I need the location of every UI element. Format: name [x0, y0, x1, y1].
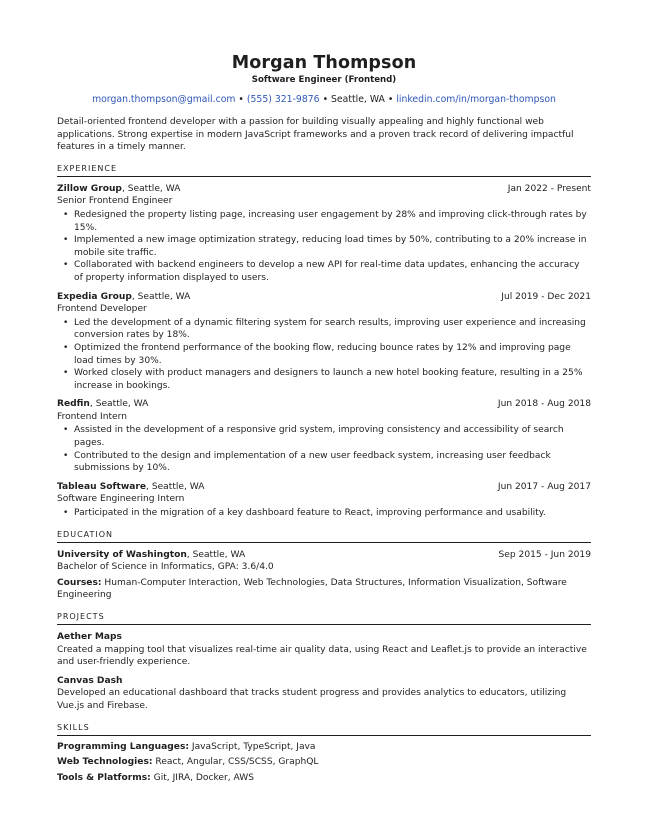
bullet-list: [57, 507, 591, 520]
bullet-item: • Redesigned the property listing page, increasing user engagement by 28% and improving click-through rates by 15%.: [57, 209, 591, 234]
entry-header: [57, 183, 591, 196]
education-entry: [57, 549, 591, 602]
bullet-item: • Worked closely with product managers and designers to launch a new hotel booking feature, resulting in a 25% increase in bookings.: [57, 367, 591, 392]
location-text: Seattle, WA: [331, 94, 385, 105]
company-location: , Seattle, WA: [131, 291, 191, 302]
skill-row: [57, 741, 591, 754]
bullet-item: • Led the development of a dynamic filtering system for search results, improving user experience and increasing conversion rates by 18%.: [57, 317, 591, 342]
company-name: Tableau Software: [57, 481, 147, 492]
experience-entry: [57, 398, 591, 475]
experience-entry: [57, 183, 591, 285]
entry-dates: Jun 2018 - Aug 2018: [497, 399, 591, 410]
entry-dates: Jun 2017 - Aug 2017: [497, 481, 591, 492]
skill-row: [57, 772, 591, 785]
company-location: , Seattle, WA: [146, 481, 205, 492]
entry-header: [57, 549, 591, 562]
project-name: Canvas Dash: [57, 675, 123, 686]
entry-org-line: [57, 481, 205, 494]
courses-label: Courses:: [57, 577, 102, 588]
skill-value: JavaScript, TypeScript, Java: [189, 741, 316, 752]
phone-link[interactable]: (555) 321-9876: [246, 94, 320, 105]
skill-value: Git, JIRA, Docker, AWS: [150, 772, 255, 783]
entry-org-line: [57, 183, 180, 196]
bullet-list: [57, 424, 591, 474]
skill-row: [57, 756, 591, 769]
entry-header: [57, 291, 591, 304]
bullet-item: • Participated in the migration of a key dashboard feature to React, improving performance and usability.: [57, 507, 591, 520]
section-title-experience: EXPERIENCE: [57, 164, 591, 177]
project-entry: [57, 675, 591, 713]
bullet-item: • Collaborated with backend engineers to develop a new API for real-time data updates, enhancing the accuracy of property information displayed to users.: [57, 259, 591, 284]
email-link[interactable]: morgan.thompson@gmail.com: [92, 94, 236, 105]
bullet-item: • Implemented a new image optimization strategy, reducing load times by 50%, contributing to a 20% increase in mobile site traffic.: [57, 234, 591, 259]
skill-label: Web Technologies:: [57, 757, 153, 768]
company-name: Expedia Group: [57, 291, 132, 302]
courses-list: Human-Computer Interaction, Web Technologies, Data Structures, Information Visualization, Software Engineering: [57, 577, 567, 601]
entry-org-line: [57, 549, 245, 562]
contact-line: [57, 94, 591, 106]
candidate-name: Morgan Thompson: [231, 53, 417, 73]
company-location: , Seattle, WA: [89, 399, 149, 410]
project-description: Created a mapping tool that visualizes real-time air quality data, using React and Leaflet.js to provide an interactive and user-friendly experience.: [57, 644, 587, 668]
skill-label: Tools & Platforms:: [57, 772, 151, 783]
bullet-list: [57, 317, 591, 393]
project-entry: [57, 631, 591, 669]
bullet-item: • Assisted in the development of a responsive grid system, improving consistency and accessibility of search pages.: [57, 424, 591, 449]
job-position: Frontend Intern: [57, 411, 127, 422]
entry-dates: Jul 2019 - Dec 2021: [501, 291, 591, 302]
job-position: Software Engineering Intern: [57, 494, 185, 505]
summary-paragraph: Detail-oriented frontend developer with a passion for building visually appealing and highly functional web applications. Strong expertise in modern JavaScript frameworks and a proven track record of delivering impactful features in a timely manner.: [57, 117, 574, 153]
section-title-projects: PROJECTS: [57, 612, 591, 625]
entry-org-line: [57, 398, 148, 411]
courses-line: [57, 577, 591, 602]
entry-dates: Sep 2015 - Jun 2019: [498, 549, 591, 560]
linkedin-link[interactable]: linkedin.com/in/morgan-thompson: [396, 94, 556, 105]
contact-separator: •: [387, 94, 394, 105]
resume-header: [57, 53, 591, 106]
project-description: Developed an educational dashboard that tracks student progress and provides analytics to educators, utilizing Vue.js and Firebase.: [57, 688, 567, 711]
skill-label: Programming Languages:: [57, 741, 189, 752]
company-name: Zillow Group: [57, 183, 122, 194]
section-title-skills: SKILLS: [57, 723, 591, 736]
skill-value: React, Angular, CSS/SCSS, GraphQL: [152, 757, 319, 768]
entry-header: [57, 398, 591, 411]
bullet-item: • Contributed to the design and implementation of a new user feedback system, increasing user feedback submissions by 10%.: [57, 450, 591, 475]
school-location: , Seattle, WA: [186, 549, 246, 560]
degree: Bachelor of Science in Informatics, GPA: 3.6/4.0: [57, 562, 274, 573]
bullet-item: • Optimized the frontend performance of the booking flow, reducing bounce rates by 12% and improving page load times by 30%.: [57, 342, 591, 367]
company-location: , Seattle, WA: [121, 183, 181, 194]
experience-entry: [57, 291, 591, 393]
candidate-role: Software Engineer (Frontend): [251, 75, 397, 85]
entry-header: [57, 481, 591, 494]
section-title-education: EDUCATION: [57, 530, 591, 543]
entry-org-line: [57, 291, 190, 304]
company-name: Redfin: [57, 399, 90, 410]
job-position: Senior Frontend Engineer: [57, 196, 173, 207]
school-name: University of Washington: [57, 549, 187, 560]
project-name: Aether Maps: [57, 632, 122, 642]
contact-separator: •: [322, 94, 329, 105]
experience-entry: [57, 481, 591, 520]
job-position: Frontend Developer: [57, 304, 147, 315]
entry-dates: Jan 2022 - Present: [507, 183, 591, 194]
bullet-list: [57, 209, 591, 285]
contact-separator: •: [238, 94, 244, 105]
